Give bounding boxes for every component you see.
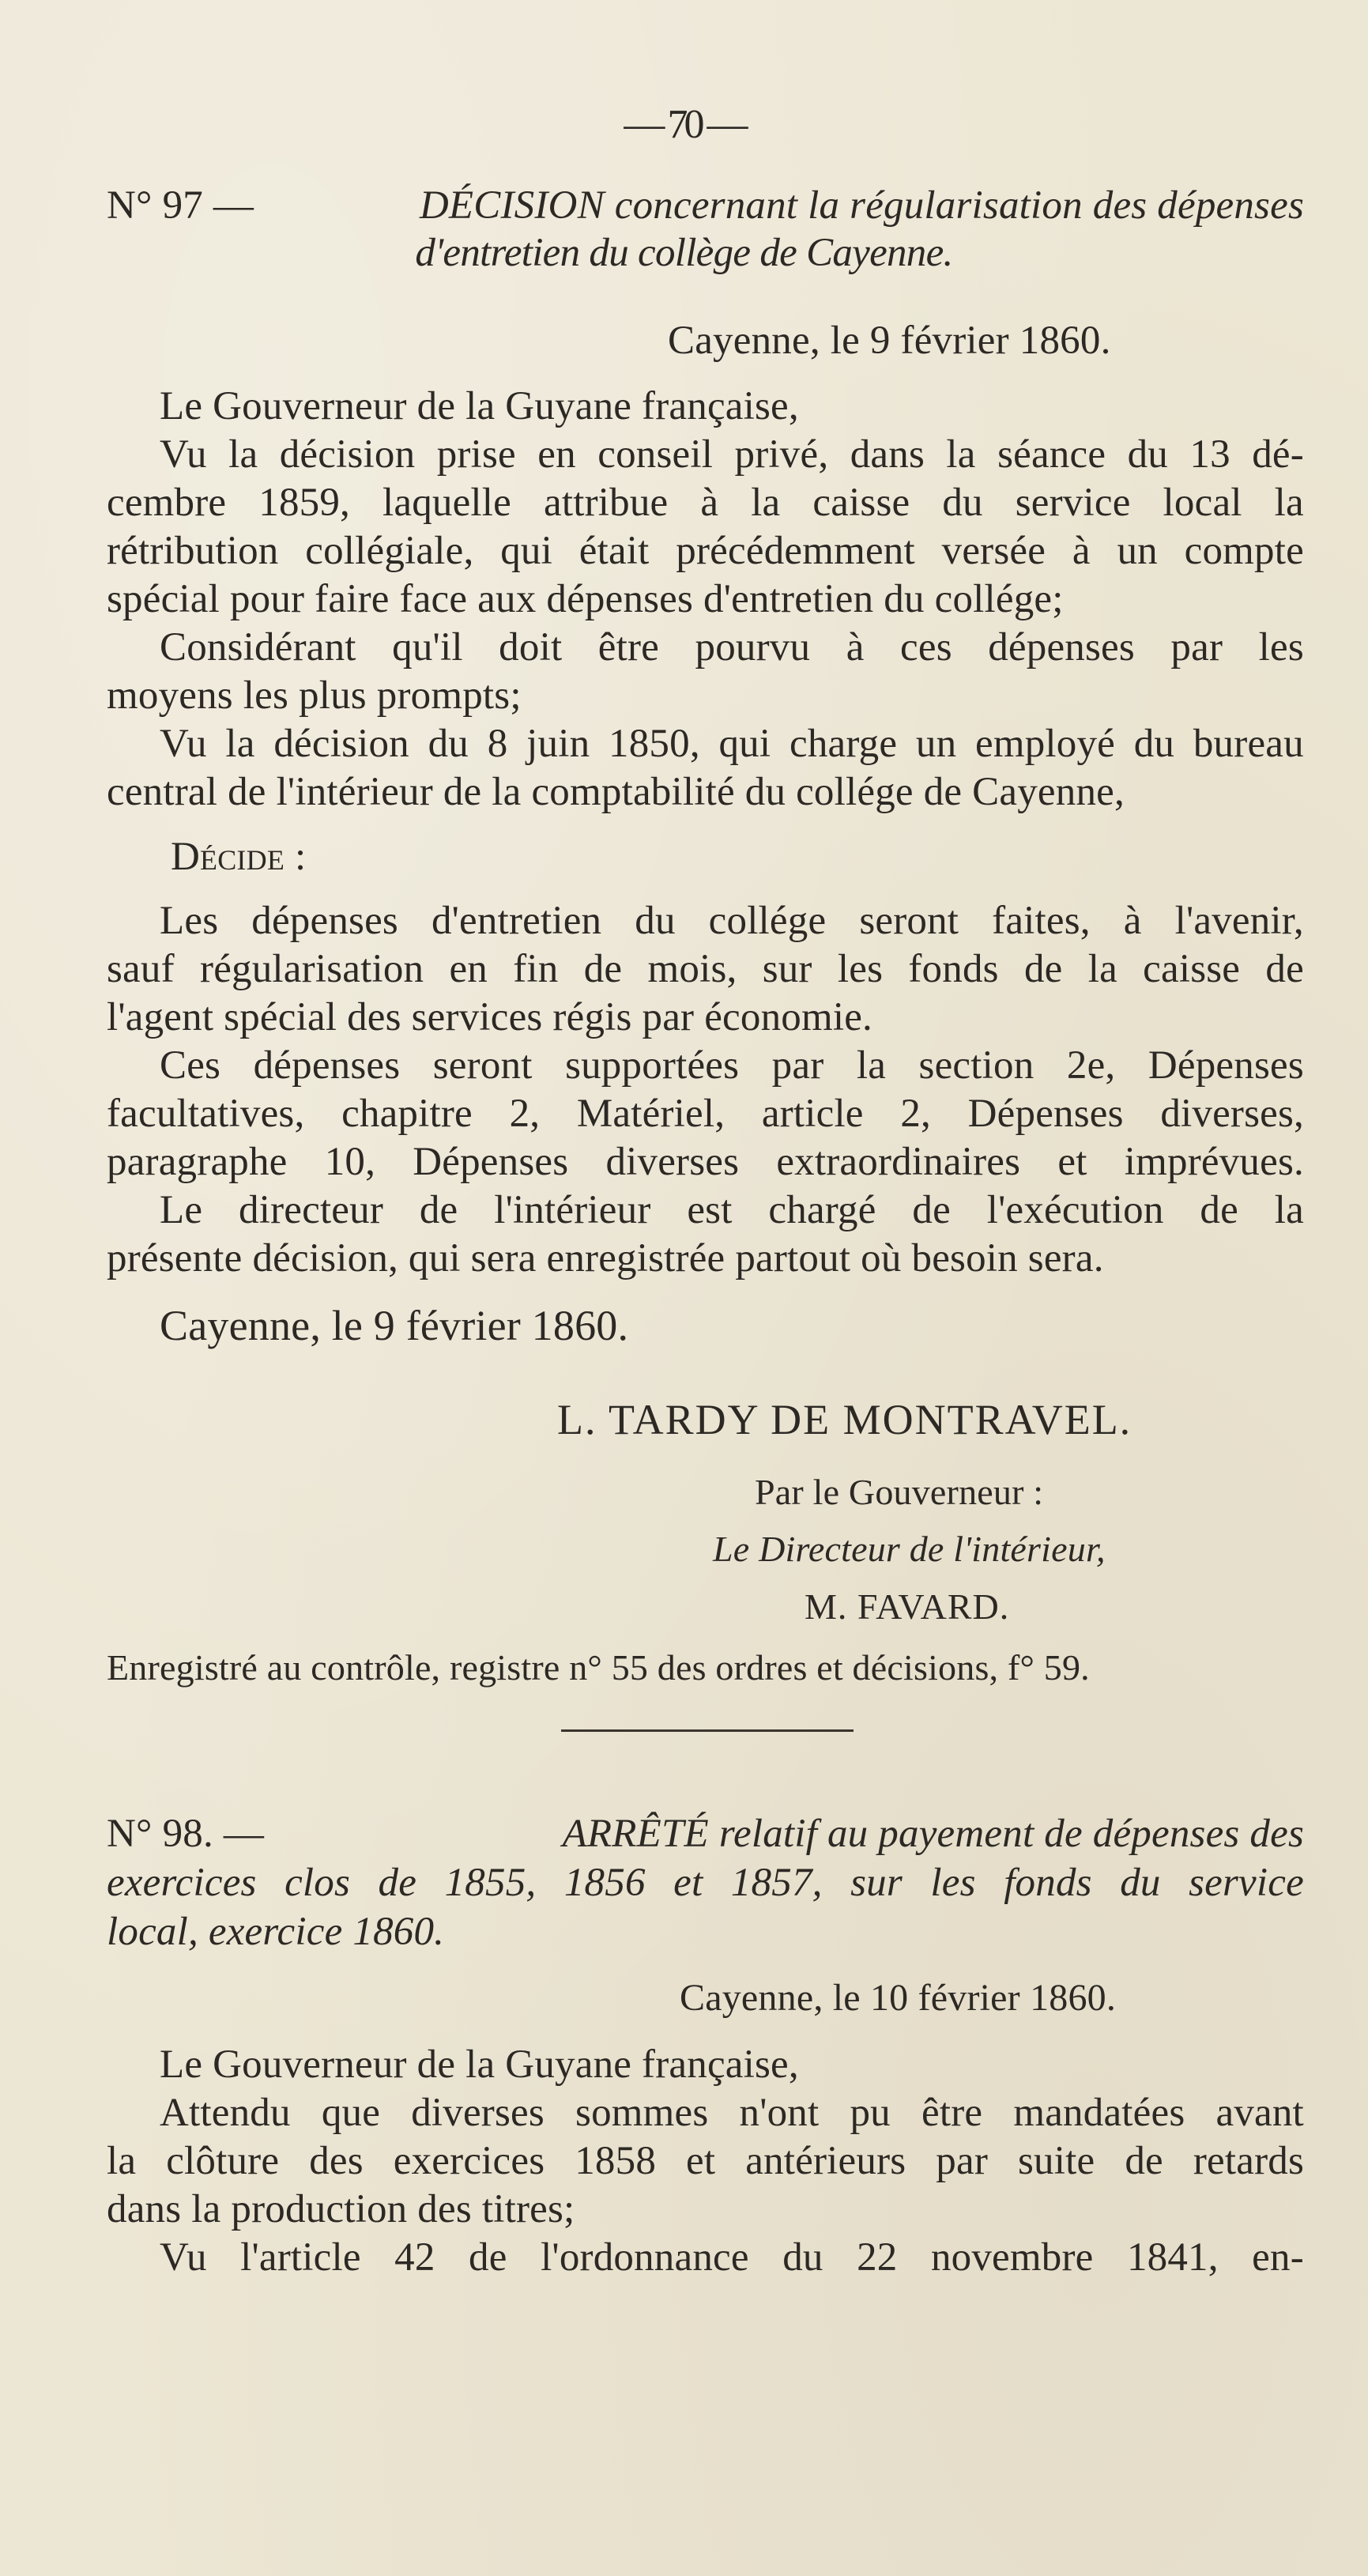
word: la: [228, 432, 258, 477]
word: supportées: [565, 1043, 740, 1088]
section1-line: l'agent spécial des services régis par économie.: [107, 995, 872, 1039]
word: facultatives,: [107, 1092, 305, 1136]
word: service: [1189, 1861, 1304, 1905]
word: diverses: [605, 1140, 740, 1184]
word: était: [578, 529, 650, 573]
word: exercices: [393, 2139, 545, 2183]
word: exercices: [107, 1861, 257, 1905]
word: antérieurs: [745, 2139, 906, 2183]
word: un: [915, 722, 957, 766]
word: de: [1125, 2139, 1163, 2183]
word: mandatées: [1013, 2091, 1185, 2135]
word: Attendu: [160, 2091, 291, 2135]
word: prise: [436, 432, 516, 477]
section1-line: présente décision, qui sera enregistrée partout où besoin sera.: [107, 1236, 1104, 1280]
word: caisse: [812, 481, 910, 525]
word: juin: [526, 722, 590, 766]
word: à: [700, 481, 719, 525]
section1-line: [160, 1042, 1304, 1089]
word: bureau: [1193, 722, 1304, 766]
word: de: [1265, 947, 1304, 991]
word: de: [419, 1188, 458, 1232]
word: précédemment: [676, 529, 915, 573]
word: des: [309, 2139, 364, 2183]
word: par: [771, 1043, 824, 1088]
word: caisse: [1143, 947, 1241, 991]
section1-number: N° 97 —: [107, 183, 254, 228]
word: régularisation: [200, 947, 424, 991]
section2-title: ARRÊTÉ relatif au payement de dépenses des: [562, 1812, 1304, 1856]
section1-place-date: Cayenne, le 9 février 1860.: [668, 319, 1111, 363]
word: en: [537, 432, 576, 477]
word: par: [936, 2139, 989, 2183]
section1-line: [160, 431, 1304, 478]
word: novembre: [930, 2235, 1094, 2280]
section1-title: DÉCISION concernant la régularisation des dépenses: [419, 183, 1304, 228]
word: à: [846, 625, 865, 669]
word: retards: [1193, 2139, 1304, 2183]
word: pu: [850, 2091, 891, 2135]
word: avant: [1215, 2091, 1304, 2135]
word: les: [837, 947, 884, 991]
section2-gouverneur: Le Gouverneur de la Guyane française,: [160, 2042, 799, 2087]
word: du: [1133, 722, 1175, 766]
word: chapitre: [341, 1092, 473, 1136]
word: dans: [850, 432, 925, 477]
word: Considérant: [160, 625, 356, 669]
section1-line: moyens les plus prompts;: [107, 673, 522, 718]
word: sauf: [107, 947, 175, 991]
section1-heading-line2: d'entretien du collège de Cayenne.: [415, 231, 953, 275]
word: cembre: [107, 481, 227, 525]
word: section: [918, 1043, 1034, 1088]
word: versée: [941, 529, 1046, 573]
section1-signature: L. TARDY DE MONTRAVEL.: [557, 1396, 1132, 1443]
section1-heading-line1: [107, 182, 1304, 229]
word: fonds: [1004, 1861, 1092, 1905]
word: de: [1200, 1188, 1238, 1232]
word: dépenses: [988, 625, 1135, 669]
section1-line: [107, 527, 1304, 575]
word: Vu: [160, 2235, 207, 2280]
word: être: [921, 2091, 983, 2135]
word: 22: [857, 2235, 898, 2280]
word: décision: [273, 722, 409, 766]
word: Ces: [160, 1043, 221, 1088]
section1-line: [107, 945, 1304, 993]
word: un: [1117, 529, 1158, 573]
word: local: [1163, 481, 1242, 525]
word: 1855,: [444, 1861, 537, 1905]
word: article: [761, 1092, 864, 1136]
word: décision: [279, 432, 416, 477]
word: 1841,: [1126, 2235, 1219, 2280]
word: 10,: [324, 1140, 376, 1184]
word: mois,: [647, 947, 737, 991]
word: de: [469, 2235, 507, 2280]
section1-favard: M. FAVARD.: [805, 1586, 1010, 1627]
word: par: [1170, 625, 1223, 669]
word: Vu: [160, 432, 207, 477]
word: collégiale,: [305, 529, 474, 573]
word: du: [428, 722, 469, 766]
word: fonds: [908, 947, 999, 991]
word: l'ordonnance: [541, 2235, 749, 2280]
word: seront: [859, 899, 959, 943]
word: la: [107, 2139, 137, 2183]
word: l'exécution: [986, 1188, 1164, 1232]
word: employé: [975, 722, 1116, 766]
word: ces: [900, 625, 952, 669]
word: qu'il: [392, 625, 463, 669]
word: que: [321, 2091, 381, 2135]
section2-line: [160, 2234, 1304, 2281]
section1-par-le-gouverneur: Par le Gouverneur :: [755, 1472, 1044, 1512]
word: et: [686, 2139, 716, 2183]
word: du: [1120, 1861, 1161, 1905]
section-divider: [561, 1729, 854, 1732]
word: laquelle: [382, 481, 512, 525]
word: du: [782, 2235, 823, 2280]
word: Les: [160, 899, 219, 943]
word: à: [1123, 899, 1142, 943]
word: 2,: [509, 1092, 541, 1136]
word: qui: [500, 529, 552, 573]
word: de: [378, 1861, 417, 1905]
word: diverses,: [1160, 1092, 1304, 1136]
word: les: [930, 1861, 976, 1905]
word: attribue: [544, 481, 669, 525]
word: suite: [1018, 2139, 1095, 2183]
word: charge: [789, 722, 898, 766]
word: la: [751, 481, 781, 525]
word: Vu: [160, 722, 207, 766]
section1-line: [160, 624, 1304, 671]
word: et: [673, 1861, 703, 1905]
word: 1857,: [730, 1861, 823, 1905]
section1-line: [160, 1186, 1304, 1234]
word: du: [942, 481, 983, 525]
section1-decide: Décide :: [171, 835, 307, 879]
word: de: [912, 1188, 951, 1232]
word: 2e,: [1066, 1043, 1116, 1088]
word: Dépenses: [1148, 1043, 1304, 1088]
word: du: [635, 899, 676, 943]
word: service: [1015, 481, 1131, 525]
word: compte: [1184, 529, 1304, 573]
word: clos: [285, 1861, 351, 1905]
word: pourvu: [695, 625, 811, 669]
section2-heading-line3: local, exercice 1860.: [107, 1910, 445, 1954]
word: collége: [708, 899, 827, 943]
word: être: [597, 625, 660, 669]
word: d'entretien: [431, 899, 602, 943]
word: 1859,: [258, 481, 350, 525]
word: imprévues.: [1124, 1140, 1304, 1184]
word: 1858: [575, 2139, 657, 2183]
word: 2,: [900, 1092, 931, 1136]
word: directeur: [239, 1188, 384, 1232]
word: en-: [1252, 2235, 1304, 2280]
section2-number: N° 98. —: [107, 1812, 265, 1856]
word: Dépenses: [967, 1092, 1124, 1136]
word: Dépenses: [413, 1140, 569, 1184]
word: la: [1274, 1188, 1304, 1232]
word: clôture: [166, 2139, 280, 2183]
word: 8: [487, 722, 508, 766]
word: en: [449, 947, 488, 991]
section1-gouverneur: Le Gouverneur de la Guyane française,: [160, 384, 799, 428]
word: de: [1023, 947, 1063, 991]
word: l'avenir,: [1174, 899, 1304, 943]
word: diverses: [411, 2091, 545, 2135]
section2-heading-line1: [107, 1810, 1304, 1858]
word: 1856: [563, 1861, 646, 1905]
word: du: [1127, 432, 1168, 477]
word: 13: [1189, 432, 1230, 477]
word: Le: [160, 1188, 203, 1232]
word: 42: [394, 2235, 435, 2280]
word: extraordinaires: [776, 1140, 1021, 1184]
section1-line: [107, 1138, 1304, 1186]
word: privé,: [734, 432, 829, 477]
word: seront: [432, 1043, 533, 1088]
word: sur: [850, 1861, 903, 1905]
section1-directeur: Le Directeur de l'intérieur,: [713, 1529, 1106, 1569]
word: qui: [718, 722, 771, 766]
word: de: [583, 947, 623, 991]
page-number: — 70 —: [624, 102, 744, 147]
word: l'intérieur: [494, 1188, 651, 1232]
word: conseil: [597, 432, 714, 477]
word: n'ont: [739, 2091, 820, 2135]
word: les: [1258, 625, 1304, 669]
word: la: [225, 722, 255, 766]
section2-line: [107, 2137, 1304, 2185]
section1-enregistre: Enregistré au contrôle, registre n° 55 des ordres et décisions, f° 59.: [107, 1647, 1090, 1688]
section2-line: dans la production des titres;: [107, 2187, 575, 2231]
word: fin: [513, 947, 559, 991]
section1-line: [107, 479, 1304, 526]
section2-heading-line2: [107, 1859, 1304, 1907]
word: sommes: [575, 2091, 709, 2135]
word: doit: [499, 625, 563, 669]
section1-line: spécial pour faire face aux dépenses d'entretien du collége;: [107, 577, 1064, 621]
word: chargé: [768, 1188, 876, 1232]
word: dé-: [1252, 432, 1304, 477]
section1-line: [160, 720, 1304, 768]
word: Matériel,: [576, 1092, 725, 1136]
section1-closing-date: Cayenne, le 9 février 1860.: [160, 1302, 629, 1349]
word: sur: [762, 947, 812, 991]
word: dépenses: [251, 899, 398, 943]
section1-line: central de l'intérieur de la comptabilité du collége de Cayenne,: [107, 770, 1125, 814]
word: et: [1057, 1140, 1087, 1184]
word: à: [1072, 529, 1091, 573]
word: séance: [997, 432, 1106, 477]
word: l'article: [240, 2235, 361, 2280]
section2-line: [160, 2089, 1304, 2137]
section1-line: [160, 897, 1304, 945]
word: la: [1087, 947, 1117, 991]
word: faites,: [992, 899, 1091, 943]
word: 1850,: [609, 722, 700, 766]
word: la: [856, 1043, 887, 1088]
section1-line: [107, 1090, 1304, 1137]
word: est: [687, 1188, 733, 1232]
word: la: [1274, 481, 1304, 525]
section2-place-date: Cayenne, le 10 février 1860.: [680, 1977, 1117, 2019]
word: paragraphe: [107, 1140, 288, 1184]
word: la: [946, 432, 976, 477]
word: dépenses: [253, 1043, 401, 1088]
word: rétribution: [107, 529, 279, 573]
